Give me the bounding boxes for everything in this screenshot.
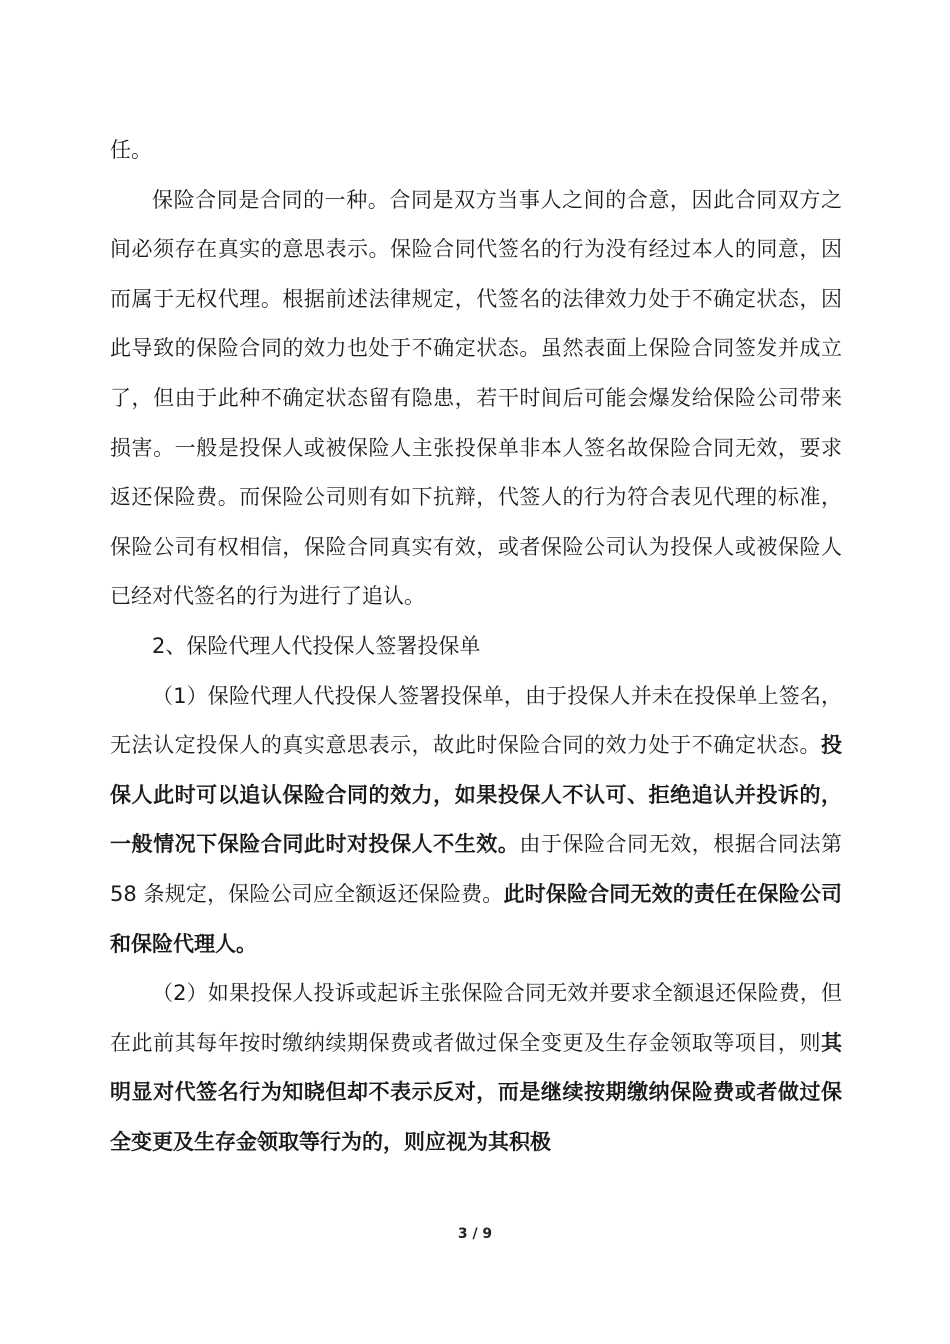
document-body: [110, 126, 842, 1167]
section-heading-2: 2、保险代理人代投保人签署投保单: [152, 633, 481, 658]
paragraph-item-2: [110, 969, 842, 1167]
paragraph-continuation: 任。: [110, 138, 152, 162]
item-1-text: （1）保险代理人代投保人签署投保单，由于投保人并未在投保单上签名，无法认定投保人的真实意思表示，故此时保险合同的效力处于不确定状态。: [110, 683, 842, 758]
paragraph-insurance-contract: 保险合同是合同的一种。合同是双方当事人之间的合意，因此合同双方之间必须存在真实的意思表示。保险合同代签名的行为没有经过本人的同意，因而属于无权代理。根据前述法律规定，代签名的法律效力处于不确定状态，因此导致的保险合同的效力也处于不确定状态。虽然表面上保险合同签发并成立了，但由于此种不确定状态留有隐患，若干时间后可能会爆发给保险公司带来损害。一般是投保人或被保险人主张投保单非本人签名故保险合同无效，要求返还保险费。而保险公司则有如下抗辩，代签人的行为符合表见代理的标准，保险公司有权相信，保险合同真实有效，或者保险公司认为投保人或被保险人已经对代签名的行为进行了追认。: [110, 187, 842, 609]
paragraph-item-1: [110, 672, 842, 970]
page-number: 3 / 9: [457, 1226, 493, 1242]
item-2-bold-text: 其明显对代签名行为知晓但却不表示反对，而是继续按期缴纳保险费或者做过保全变更及生存金领取等行为的，则应视为其积极: [110, 1030, 842, 1154]
item-1-bold-text: 投保人此时可以追认保险合同的效力，如果投保人不认可、拒绝追认并投诉的，一般情况下保险合同此时对投保人不生效。: [110, 733, 842, 857]
item-2-text: （2）如果投保人投诉或起诉主张保险合同无效并要求全额退还保险费，但在此前其每年按时缴纳续期保费或者做过保全变更及生存金领取等项目，则: [110, 981, 842, 1055]
item-1-text-cont: 由于保险合同无效，根据合同法第 58 条规定，保险公司应全额返还保险费。: [110, 832, 843, 906]
item-1-bold-conclusion: 此时保险合同无效的责任在保险公司和保险代理人。: [110, 881, 842, 956]
